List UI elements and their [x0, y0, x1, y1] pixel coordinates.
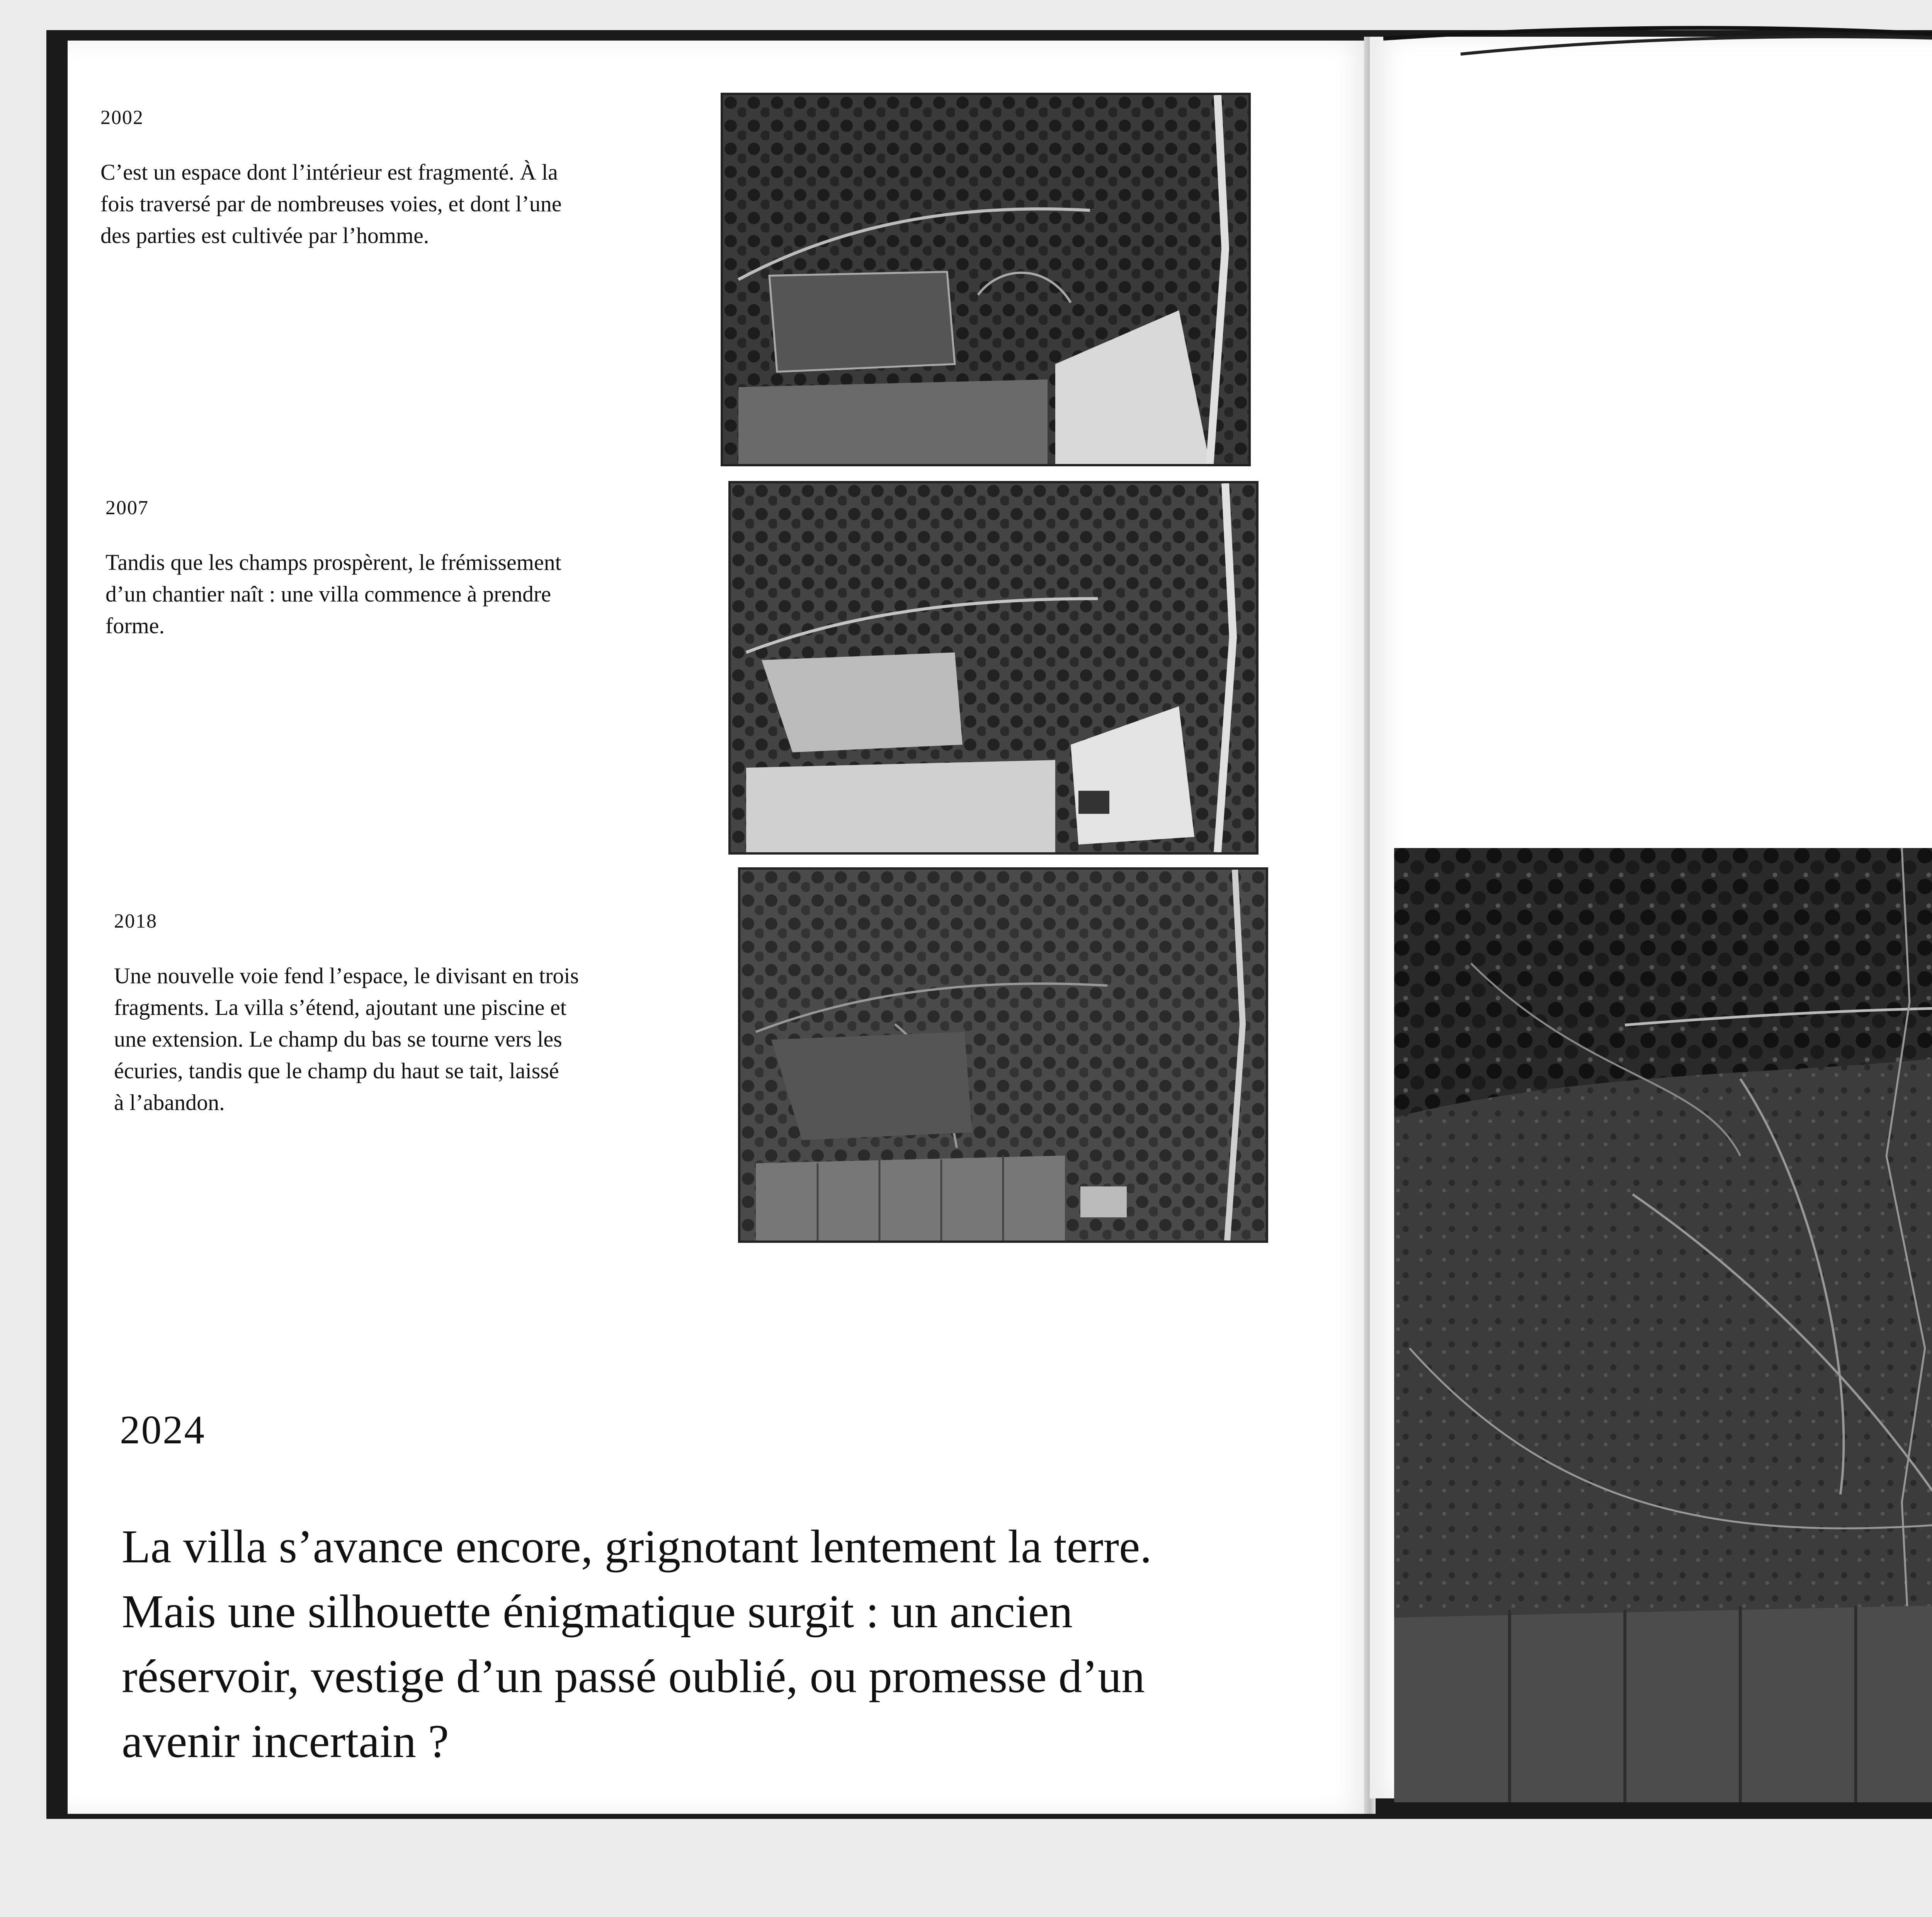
- left-page: [68, 41, 1370, 1814]
- entry-text-2007: Tandis que les champs prospèrent, le frémissement d’un chantier naît : une villa commence à prendre forme.: [105, 550, 561, 638]
- entry-year-2018: 2018: [114, 910, 157, 932]
- featured-year: 2024: [120, 1407, 206, 1452]
- aerial-photo-2018: [738, 867, 1268, 1243]
- aerial-photo-2024: [1394, 848, 1932, 1802]
- entry-text-2002: C’est un espace dont l’intérieur est fragmenté. À la fois traversé par de nombreuses voies, et dont l’une des parties est cultivée par l’homme.: [100, 160, 562, 248]
- featured-text: La villa s’avance encore, grignotant lentement la terre. Mais une silhouette énigmatique surgit : un ancien réservoir, vestige d’un passé oublié, ou promesse d’un avenir incertain ?: [122, 1521, 1152, 1767]
- aerial-photo-2007: [728, 481, 1259, 855]
- entry-text-2018: Une nouvelle voie fend l’espace, le divisant en trois fragments. La villa s’étend, ajoutant une piscine et une extension. Le champ du bas se tourne vers les écuries, tandis que le champ du haut se tait, laissé à l’abandon.: [114, 963, 579, 1115]
- entry-year-2002: 2002: [100, 107, 144, 129]
- aerial-photo-2002: [721, 93, 1251, 466]
- entry-year-2007: 2007: [105, 497, 149, 519]
- binding-thread: [1383, 15, 1932, 100]
